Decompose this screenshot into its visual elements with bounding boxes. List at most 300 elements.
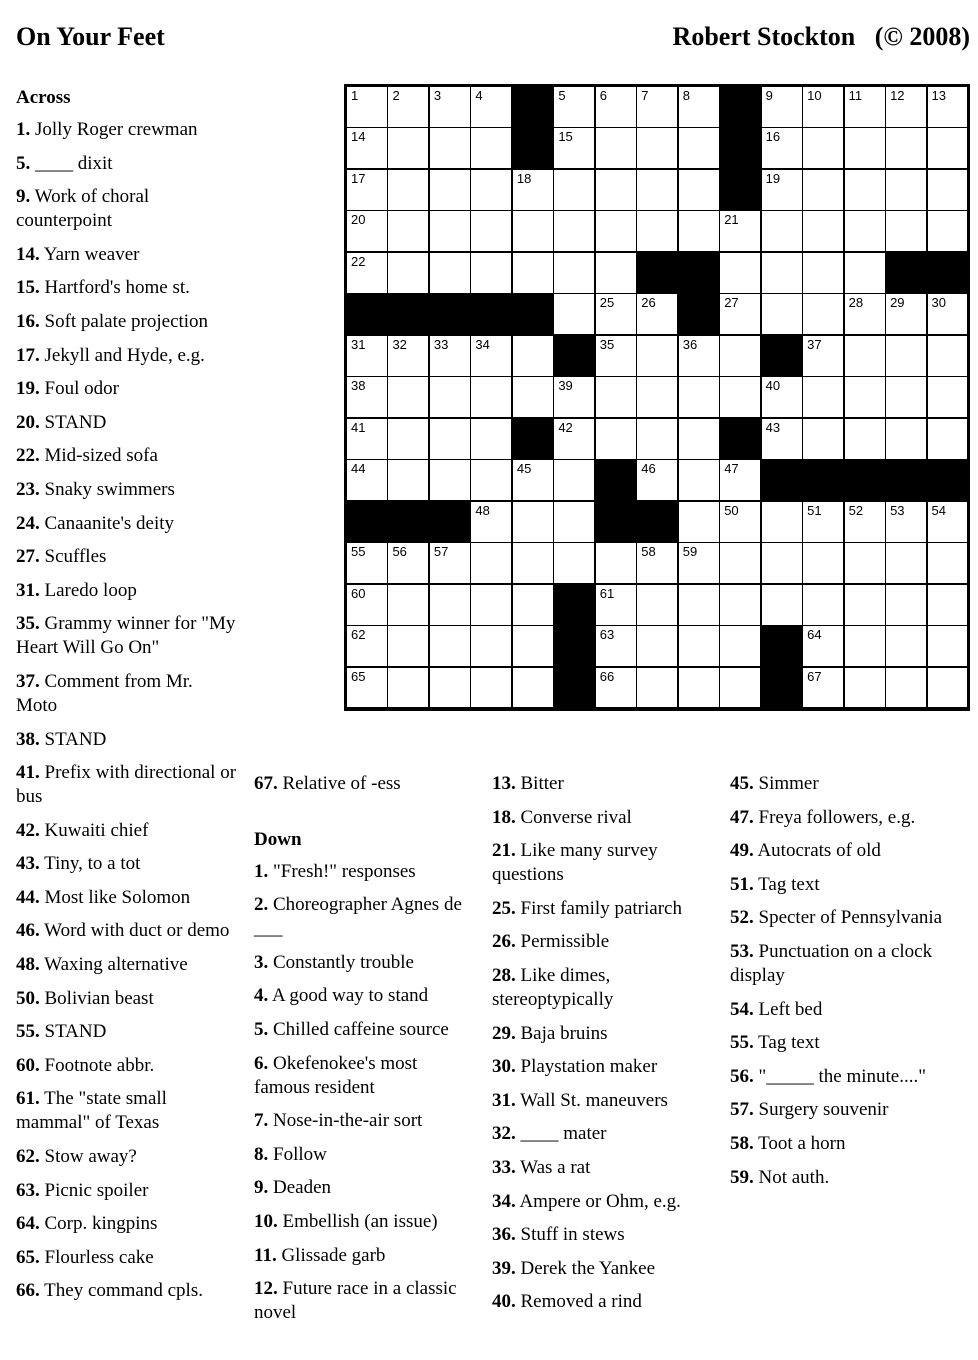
grid-cell[interactable] bbox=[470, 252, 512, 294]
clue-text: STAND bbox=[39, 728, 107, 750]
grid-cell[interactable] bbox=[470, 542, 512, 584]
grid-cell[interactable] bbox=[512, 210, 554, 252]
grid-cell[interactable] bbox=[595, 376, 637, 418]
grid-cell[interactable] bbox=[802, 418, 844, 460]
grid-block bbox=[885, 252, 927, 294]
grid-cell[interactable] bbox=[346, 459, 388, 501]
grid-cell[interactable] bbox=[470, 667, 512, 709]
grid-cell[interactable] bbox=[719, 542, 761, 584]
grid-cell[interactable] bbox=[802, 667, 844, 709]
grid-cell[interactable] bbox=[429, 625, 471, 667]
grid-cell[interactable] bbox=[346, 335, 388, 377]
grid-cell[interactable] bbox=[387, 584, 429, 626]
grid-cell[interactable] bbox=[636, 210, 678, 252]
grid-cell[interactable] bbox=[761, 169, 803, 211]
grid-cell[interactable] bbox=[595, 335, 637, 377]
grid-cell[interactable] bbox=[927, 501, 969, 543]
grid-cell[interactable] bbox=[761, 127, 803, 169]
grid-cell[interactable] bbox=[595, 210, 637, 252]
grid-cell[interactable] bbox=[802, 169, 844, 211]
clue-item bbox=[254, 1052, 476, 1100]
grid-cell[interactable] bbox=[885, 335, 927, 377]
grid-cell[interactable] bbox=[927, 293, 969, 335]
grid-cell[interactable] bbox=[678, 210, 720, 252]
grid-cell[interactable] bbox=[719, 376, 761, 418]
grid-cell[interactable] bbox=[346, 584, 388, 626]
grid-cell[interactable] bbox=[387, 418, 429, 460]
clue-number: 33. bbox=[492, 1156, 516, 1178]
grid-block bbox=[553, 584, 595, 626]
clue-item bbox=[16, 1246, 238, 1270]
grid-block bbox=[429, 293, 471, 335]
grid-cell[interactable] bbox=[844, 584, 886, 626]
grid-cell[interactable] bbox=[844, 293, 886, 335]
clue-text: Soft palate projection bbox=[39, 310, 209, 332]
grid-cell[interactable] bbox=[719, 501, 761, 543]
grid-cell[interactable] bbox=[512, 376, 554, 418]
grid-cell[interactable] bbox=[429, 459, 471, 501]
grid-cell[interactable] bbox=[512, 335, 554, 377]
cell-number: 60 bbox=[351, 585, 366, 601]
grid-block bbox=[553, 667, 595, 709]
grid-cell[interactable] bbox=[429, 376, 471, 418]
clue-text: Prefix with directional or bus bbox=[16, 762, 237, 808]
grid-cell[interactable] bbox=[761, 86, 803, 128]
clue-number: 40. bbox=[492, 1291, 516, 1313]
grid-cell[interactable] bbox=[927, 667, 969, 709]
clue-item bbox=[16, 886, 238, 910]
grid-cell[interactable] bbox=[678, 169, 720, 211]
grid-block bbox=[761, 335, 803, 377]
grid-cell[interactable] bbox=[761, 584, 803, 626]
cell-number: 59 bbox=[682, 544, 698, 560]
grid-cell[interactable] bbox=[719, 252, 761, 294]
grid-cell[interactable] bbox=[927, 418, 969, 460]
clue-text: Jolly Roger crewman bbox=[30, 119, 198, 140]
grid-cell[interactable] bbox=[429, 169, 471, 211]
grid-cell[interactable] bbox=[553, 169, 595, 211]
clue-item bbox=[492, 1257, 714, 1281]
cell-number: 42 bbox=[558, 419, 573, 435]
grid-cell[interactable] bbox=[678, 376, 720, 418]
grid-cell[interactable] bbox=[346, 210, 388, 252]
grid-cell[interactable] bbox=[719, 667, 761, 709]
grid-cell[interactable] bbox=[387, 127, 429, 169]
clue-text: STAND bbox=[39, 411, 107, 433]
grid-cell[interactable] bbox=[678, 584, 720, 626]
clue-text: Surgery souvenir bbox=[753, 1099, 889, 1121]
grid-block bbox=[512, 418, 554, 460]
grid-cell[interactable] bbox=[927, 376, 969, 418]
grid-cell[interactable] bbox=[761, 501, 803, 543]
grid-cell[interactable] bbox=[346, 625, 388, 667]
grid-cell[interactable] bbox=[387, 667, 429, 709]
grid-cell[interactable] bbox=[553, 376, 595, 418]
grid-cell[interactable] bbox=[802, 210, 844, 252]
grid-cell[interactable] bbox=[470, 625, 512, 667]
grid-cell[interactable] bbox=[885, 376, 927, 418]
grid-cell[interactable] bbox=[387, 625, 429, 667]
grid-cell[interactable] bbox=[761, 210, 803, 252]
grid-cell[interactable] bbox=[636, 667, 678, 709]
grid-block bbox=[802, 459, 844, 501]
grid-cell[interactable] bbox=[429, 252, 471, 294]
grid-cell[interactable] bbox=[553, 127, 595, 169]
grid-cell[interactable] bbox=[346, 127, 388, 169]
grid-cell[interactable] bbox=[885, 501, 927, 543]
grid-cell[interactable] bbox=[595, 584, 637, 626]
grid-cell[interactable] bbox=[885, 127, 927, 169]
clue-number: 17. bbox=[16, 344, 40, 366]
grid-cell[interactable] bbox=[761, 542, 803, 584]
grid-cell[interactable] bbox=[429, 86, 471, 128]
clue-item bbox=[254, 1176, 476, 1200]
grid-cell[interactable] bbox=[885, 542, 927, 584]
grid-cell[interactable] bbox=[387, 252, 429, 294]
clue-number: 8. bbox=[254, 1143, 269, 1165]
grid-cell[interactable] bbox=[844, 376, 886, 418]
grid-cell[interactable] bbox=[387, 376, 429, 418]
grid-cell[interactable] bbox=[844, 418, 886, 460]
grid-cell[interactable] bbox=[387, 459, 429, 501]
clue-number: 5. bbox=[16, 152, 31, 174]
grid-cell[interactable] bbox=[636, 459, 678, 501]
grid-cell[interactable] bbox=[885, 584, 927, 626]
grid-cell[interactable] bbox=[595, 418, 637, 460]
grid-cell[interactable] bbox=[595, 252, 637, 294]
grid-cell[interactable] bbox=[885, 169, 927, 211]
clue-text: Okefenokee's most famous resident bbox=[254, 1052, 418, 1098]
grid-cell[interactable] bbox=[470, 210, 512, 252]
clue-item bbox=[492, 1156, 714, 1180]
grid-cell[interactable] bbox=[512, 252, 554, 294]
clue-number: 3. bbox=[254, 951, 269, 973]
clue-text: Comment from Mr. Moto bbox=[16, 670, 193, 716]
clue-number: 19. bbox=[16, 378, 40, 400]
grid-cell[interactable] bbox=[470, 127, 512, 169]
clue-item bbox=[492, 839, 714, 887]
clue-number: 48. bbox=[16, 954, 40, 976]
grid-cell[interactable] bbox=[636, 293, 678, 335]
clue-number: 38. bbox=[16, 728, 40, 750]
cell-number: 50 bbox=[724, 502, 739, 518]
grid-cell[interactable] bbox=[844, 252, 886, 294]
grid-cell[interactable] bbox=[346, 376, 388, 418]
grid-cell[interactable] bbox=[719, 459, 761, 501]
grid-cell[interactable] bbox=[512, 584, 554, 626]
grid-cell[interactable] bbox=[470, 335, 512, 377]
grid-cell[interactable] bbox=[553, 459, 595, 501]
grid-cell[interactable] bbox=[802, 584, 844, 626]
clue-number: 56. bbox=[730, 1065, 754, 1087]
clue-item bbox=[16, 512, 238, 536]
grid-cell[interactable] bbox=[844, 625, 886, 667]
grid-cell[interactable] bbox=[512, 169, 554, 211]
grid-cell[interactable] bbox=[387, 86, 429, 128]
grid-cell[interactable] bbox=[927, 335, 969, 377]
grid-cell[interactable] bbox=[553, 542, 595, 584]
grid-cell[interactable] bbox=[470, 376, 512, 418]
grid-cell[interactable] bbox=[927, 584, 969, 626]
grid-block bbox=[387, 293, 429, 335]
grid-cell[interactable] bbox=[346, 542, 388, 584]
grid-block bbox=[761, 459, 803, 501]
cell-number: 65 bbox=[351, 668, 366, 684]
clue-number: 18. bbox=[492, 806, 516, 828]
grid-cell[interactable] bbox=[885, 293, 927, 335]
grid-cell[interactable] bbox=[553, 501, 595, 543]
grid-cell[interactable] bbox=[595, 293, 637, 335]
grid-cell[interactable] bbox=[429, 335, 471, 377]
cell-number: 45 bbox=[516, 461, 532, 477]
clue-text: Work of choral counterpoint bbox=[16, 186, 150, 232]
grid-cell[interactable] bbox=[636, 376, 678, 418]
grid-cell[interactable] bbox=[429, 667, 471, 709]
clue-item bbox=[16, 953, 238, 977]
clue-number: 43. bbox=[16, 853, 40, 875]
grid-cell[interactable] bbox=[761, 252, 803, 294]
grid-cell[interactable] bbox=[844, 86, 886, 128]
clue-item bbox=[730, 1031, 970, 1055]
grid-cell[interactable] bbox=[636, 127, 678, 169]
grid-cell[interactable] bbox=[678, 459, 720, 501]
cell-number: 44 bbox=[351, 461, 366, 477]
grid-block bbox=[553, 335, 595, 377]
grid-cell[interactable] bbox=[512, 542, 554, 584]
grid-cell[interactable] bbox=[885, 667, 927, 709]
cell-number: 23 bbox=[682, 253, 698, 269]
clue-item bbox=[492, 1223, 714, 1247]
grid-cell[interactable] bbox=[844, 169, 886, 211]
clue-item bbox=[254, 860, 476, 884]
clue-item bbox=[254, 893, 476, 941]
grid-cell[interactable] bbox=[346, 667, 388, 709]
grid-cell[interactable] bbox=[802, 501, 844, 543]
grid-cell[interactable] bbox=[470, 86, 512, 128]
grid-cell[interactable] bbox=[553, 252, 595, 294]
grid-cell[interactable] bbox=[595, 86, 637, 128]
clue-item bbox=[730, 1065, 970, 1089]
clue-item bbox=[16, 819, 238, 843]
grid-cell[interactable] bbox=[844, 210, 886, 252]
grid-cell[interactable] bbox=[387, 210, 429, 252]
clue-number: 47. bbox=[730, 806, 754, 828]
puzzle-title: On Your Feet bbox=[16, 22, 165, 51]
grid-block bbox=[636, 501, 678, 543]
grid-cell[interactable] bbox=[844, 667, 886, 709]
grid-cell[interactable] bbox=[761, 293, 803, 335]
grid-cell[interactable] bbox=[636, 625, 678, 667]
grid-cell[interactable] bbox=[429, 127, 471, 169]
clue-number: 60. bbox=[16, 1054, 40, 1076]
clue-number: 25. bbox=[492, 897, 516, 919]
grid-cell[interactable] bbox=[719, 625, 761, 667]
grid-cell[interactable] bbox=[387, 542, 429, 584]
grid-block bbox=[512, 127, 554, 169]
grid-cell[interactable] bbox=[678, 86, 720, 128]
grid-cell[interactable] bbox=[678, 625, 720, 667]
grid-cell[interactable] bbox=[595, 127, 637, 169]
grid-cell[interactable] bbox=[844, 542, 886, 584]
cell-number: 35 bbox=[599, 336, 615, 352]
grid-cell[interactable] bbox=[802, 127, 844, 169]
grid-cell[interactable] bbox=[470, 418, 512, 460]
grid-cell[interactable] bbox=[553, 418, 595, 460]
grid-cell[interactable] bbox=[595, 625, 637, 667]
clue-item bbox=[16, 344, 238, 368]
grid-cell[interactable] bbox=[678, 542, 720, 584]
cell-number: 30 bbox=[931, 295, 946, 311]
grid-cell[interactable] bbox=[470, 459, 512, 501]
clue-item bbox=[16, 243, 238, 267]
cell-number: 29 bbox=[890, 295, 905, 311]
grid-cell[interactable] bbox=[761, 418, 803, 460]
grid-cell[interactable] bbox=[927, 86, 969, 128]
grid-cell[interactable] bbox=[470, 584, 512, 626]
grid-cell[interactable] bbox=[346, 418, 388, 460]
grid-block bbox=[719, 86, 761, 128]
grid-cell[interactable] bbox=[512, 667, 554, 709]
clue-text: Embellish (an issue) bbox=[277, 1210, 438, 1232]
grid-cell[interactable] bbox=[512, 501, 554, 543]
grid-cell[interactable] bbox=[678, 667, 720, 709]
grid-cell[interactable] bbox=[636, 335, 678, 377]
clue-item bbox=[492, 1190, 714, 1214]
grid-cell[interactable] bbox=[553, 86, 595, 128]
grid-cell[interactable] bbox=[885, 210, 927, 252]
clue-item bbox=[254, 951, 476, 975]
cell-number: 34 bbox=[475, 336, 490, 352]
cell-number: 56 bbox=[392, 544, 407, 560]
grid-cell[interactable] bbox=[802, 625, 844, 667]
grid-block bbox=[512, 86, 554, 128]
grid-cell[interactable] bbox=[761, 376, 803, 418]
grid-cell[interactable] bbox=[636, 86, 678, 128]
clue-number: 9. bbox=[16, 186, 31, 208]
grid-cell[interactable] bbox=[719, 584, 761, 626]
clue-text: Follow bbox=[268, 1143, 327, 1165]
grid-cell[interactable] bbox=[636, 584, 678, 626]
grid-cell[interactable] bbox=[927, 542, 969, 584]
grid-block bbox=[346, 293, 388, 335]
grid-cell[interactable] bbox=[719, 293, 761, 335]
clue-text: Converse rival bbox=[515, 806, 632, 828]
clue-number: 61. bbox=[16, 1088, 40, 1110]
grid-cell[interactable] bbox=[719, 210, 761, 252]
clue-item bbox=[16, 761, 238, 809]
clue-item bbox=[16, 1020, 238, 1044]
clue-number: 65. bbox=[16, 1246, 40, 1268]
grid-cell[interactable] bbox=[636, 169, 678, 211]
clue-text: Removed a rind bbox=[515, 1291, 642, 1313]
grid-cell[interactable] bbox=[595, 169, 637, 211]
grid-cell[interactable] bbox=[553, 210, 595, 252]
grid-cell[interactable] bbox=[512, 625, 554, 667]
grid-cell[interactable] bbox=[885, 86, 927, 128]
grid-cell[interactable] bbox=[429, 418, 471, 460]
clue-item bbox=[16, 1212, 238, 1236]
clue-item bbox=[730, 1098, 970, 1122]
clue-text: Wall St. maneuvers bbox=[515, 1089, 668, 1111]
clue-item bbox=[16, 276, 238, 300]
grid-cell[interactable] bbox=[636, 542, 678, 584]
clue-text: Simmer bbox=[753, 773, 819, 794]
clue-text: Baja bruins bbox=[515, 1022, 608, 1044]
grid-cell[interactable] bbox=[802, 335, 844, 377]
cell-number: 27 bbox=[724, 295, 739, 311]
clue-item bbox=[16, 612, 238, 660]
clue-number: 21. bbox=[492, 840, 516, 862]
clue-item bbox=[16, 728, 238, 752]
grid-cell[interactable] bbox=[595, 542, 637, 584]
grid-cell[interactable] bbox=[927, 210, 969, 252]
grid-cell[interactable] bbox=[429, 542, 471, 584]
grid-cell[interactable] bbox=[346, 169, 388, 211]
clue-number: 5. bbox=[254, 1018, 269, 1040]
grid-cell[interactable] bbox=[885, 625, 927, 667]
cell-number: 31 bbox=[351, 336, 366, 352]
cell-number: 46 bbox=[641, 461, 656, 477]
grid-cell[interactable] bbox=[802, 86, 844, 128]
grid-cell[interactable] bbox=[802, 252, 844, 294]
clue-number: 27. bbox=[16, 546, 40, 568]
grid-cell[interactable] bbox=[678, 127, 720, 169]
grid-cell[interactable] bbox=[346, 252, 388, 294]
clue-item bbox=[492, 1022, 714, 1046]
clue-number: 64. bbox=[16, 1213, 40, 1235]
grid-cell[interactable] bbox=[844, 501, 886, 543]
grid-cell[interactable] bbox=[387, 169, 429, 211]
grid-cell[interactable] bbox=[885, 418, 927, 460]
clue-item bbox=[16, 919, 238, 943]
grid-cell[interactable] bbox=[844, 127, 886, 169]
grid-cell[interactable] bbox=[595, 667, 637, 709]
grid-cell[interactable] bbox=[678, 501, 720, 543]
grid-cell[interactable] bbox=[802, 293, 844, 335]
clue-text: Stuff in stews bbox=[515, 1224, 625, 1246]
grid-cell[interactable] bbox=[553, 293, 595, 335]
grid-cell[interactable] bbox=[927, 625, 969, 667]
grid-cell[interactable] bbox=[429, 584, 471, 626]
grid-cell[interactable] bbox=[678, 335, 720, 377]
clue-number: 32. bbox=[492, 1123, 516, 1145]
clue-text: Tag text bbox=[753, 1032, 820, 1054]
grid-cell[interactable] bbox=[927, 127, 969, 169]
grid-cell[interactable] bbox=[387, 335, 429, 377]
grid-cell[interactable] bbox=[719, 335, 761, 377]
grid-cell[interactable] bbox=[346, 86, 388, 128]
grid-cell[interactable] bbox=[802, 542, 844, 584]
clue-text: Stow away? bbox=[39, 1146, 137, 1168]
grid-cell[interactable] bbox=[844, 335, 886, 377]
grid-cell[interactable] bbox=[429, 210, 471, 252]
clue-number: 55. bbox=[16, 1021, 40, 1043]
cell-number: 5 bbox=[558, 88, 566, 103]
grid-cell[interactable] bbox=[636, 418, 678, 460]
cell-number: 48 bbox=[475, 502, 490, 518]
grid-cell[interactable] bbox=[927, 169, 969, 211]
grid-cell[interactable] bbox=[802, 376, 844, 418]
clue-text: Most like Solomon bbox=[39, 886, 191, 908]
grid-cell[interactable] bbox=[470, 501, 512, 543]
grid-cell[interactable] bbox=[678, 418, 720, 460]
cell-number: 62 bbox=[351, 627, 366, 643]
cell-number: 10 bbox=[807, 88, 822, 103]
cell-number: 33 bbox=[433, 336, 449, 352]
grid-cell[interactable] bbox=[512, 459, 554, 501]
clue-item bbox=[254, 1018, 476, 1042]
grid-cell[interactable] bbox=[470, 169, 512, 211]
